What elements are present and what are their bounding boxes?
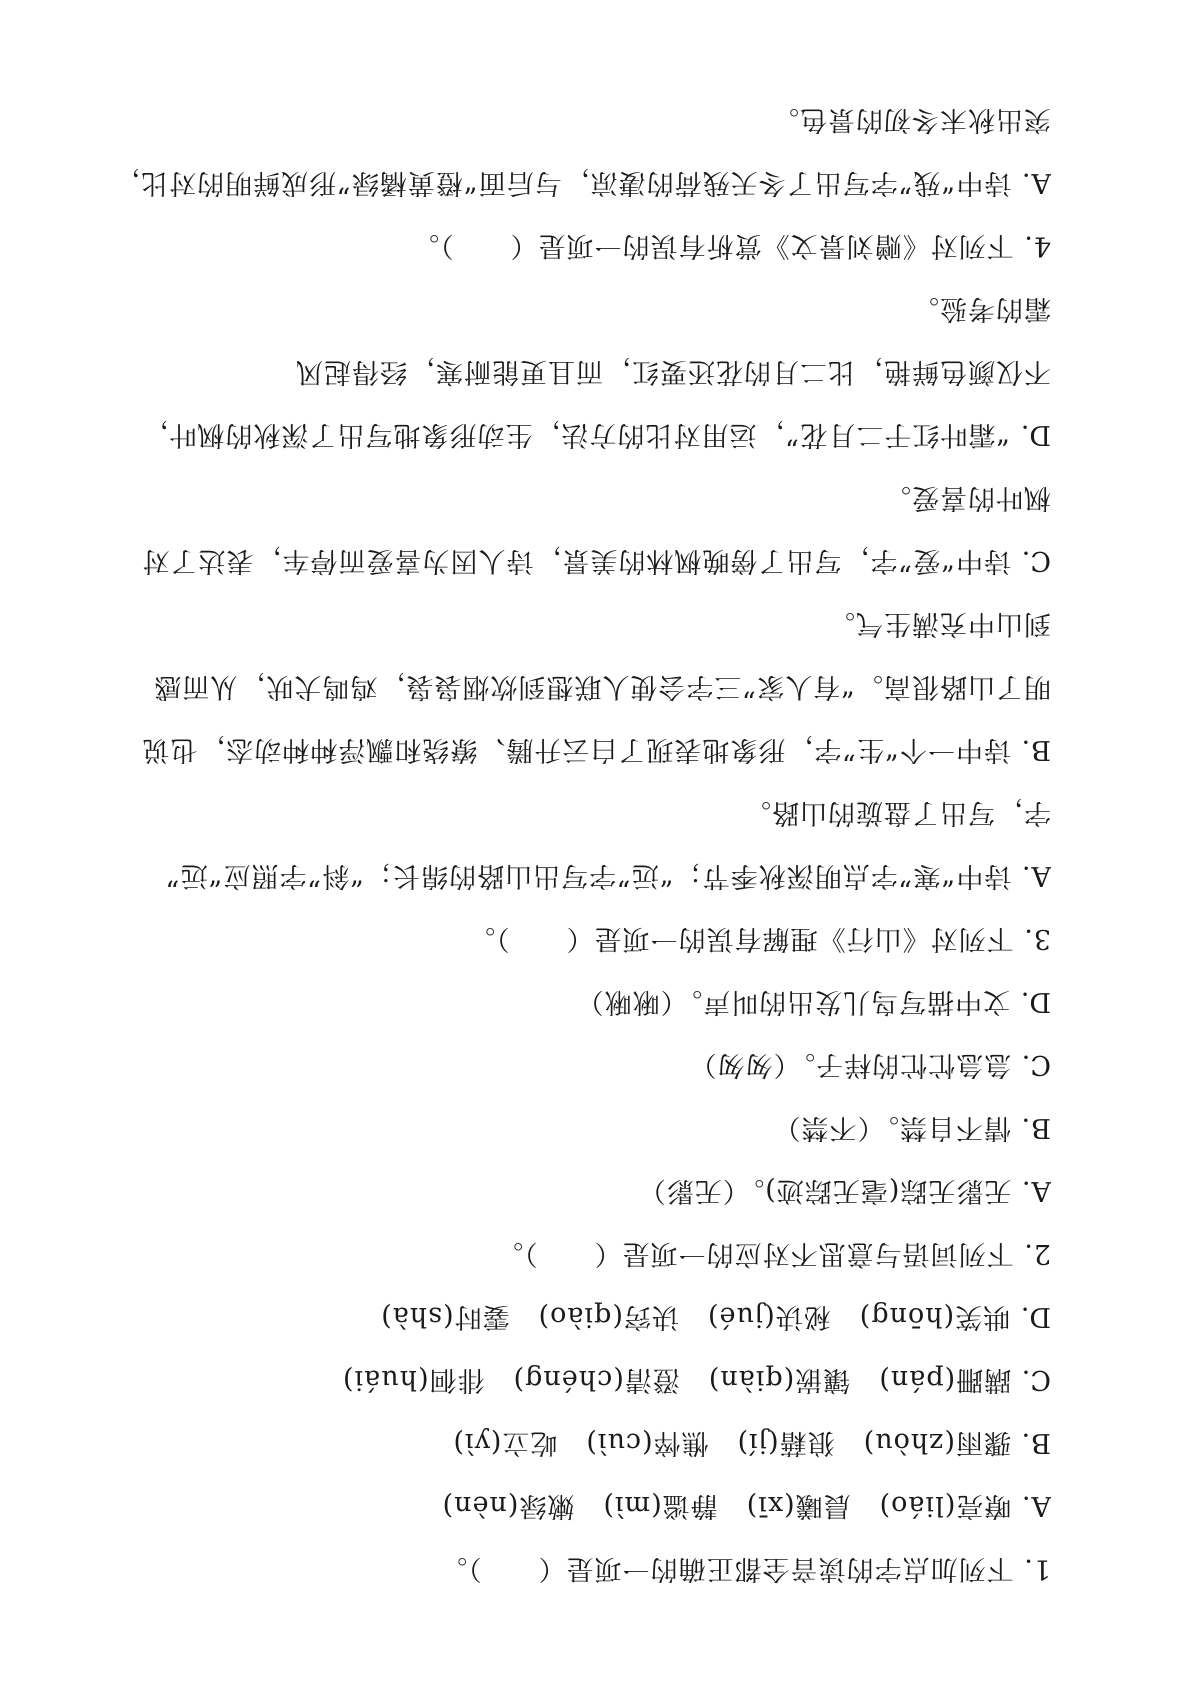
text-line: D. 哄笑(hōng) 秘诀(jué) 诀窍(qiào) 霎时(shà)	[380, 1301, 1051, 1332]
text-line: 3. 下列对《山行》理解有误的一项是（ ）。	[467, 923, 1051, 954]
text-line: B. 骤雨(zhòu) 狼藉(jí) 憔悴(cuì) 屹立(yì)	[452, 1427, 1051, 1458]
text-line: C. 诗中“爱”字，写出了傍晚枫林的美景，诗人因为喜爱而停车，表达了对	[141, 545, 1051, 576]
text-line: 不仅颜色鲜艳，比二月的花还要红，而且更能耐寒，经得起风	[295, 356, 1051, 387]
text-line: 2. 下列词语与意思不对应的一项是（ ）。	[495, 1238, 1051, 1269]
text-line: 字，写出了盘旋的山路。	[743, 797, 1051, 828]
text-line: D. “霜叶红于二月花”，运用对比的方法，生动形象地写出了深秋的枫叶，	[140, 419, 1051, 450]
text-line: 明了山路很高。“有人家”三字会使人联想到炊烟袅袅，鸡鸣犬吠，从而感	[153, 671, 1051, 702]
text-line: 到山中充满生气。	[827, 608, 1051, 639]
text-line: A. 嘹亮(liáo) 晨曦(xī) 静谧(mì) 嫩绿(nèn)	[441, 1490, 1051, 1521]
text-line: 1. 下列加点字的读音全都正确的一项是（ ）。	[439, 1553, 1051, 1584]
text-line: 枫叶的喜爱。	[883, 482, 1051, 513]
upside-down-text-block	[100, 60, 1091, 1600]
text-line: B. 情不自禁。（不禁）	[772, 1112, 1051, 1143]
text-line: 4. 下列对《赠刘景文》赏析有误的一项是（ ）。	[411, 230, 1051, 261]
text-line: D. 文中描写鸟儿发出的叫声。（啾啾）	[575, 986, 1051, 1017]
text-line: C. 蹒跚(pán) 镶嵌(qiàn) 澄清(chéng) 徘徊(huái)	[342, 1364, 1051, 1395]
text-line: C. 急急忙忙的样子。（匆匆）	[688, 1049, 1051, 1080]
text-line: A. 诗中“寒”字点明深秋季节；“远”字写出山路的绵长；“斜”字照应“远”	[164, 860, 1051, 891]
text-line: A. 诗中“残”字写出了冬天残荷的凄凉，与后面“橙黄橘绿”形成鲜明的对比，	[112, 167, 1051, 198]
text-line: 突出秋末冬初的景色。	[771, 104, 1051, 135]
text-line: 霜的考验。	[911, 293, 1051, 324]
text-line: A. 无影无踪(毫无踪迹)。（无影）	[637, 1175, 1051, 1206]
text-line: B. 诗中一个“生”字，形象地表现了白云升腾、缭绕和飘浮种种动态，也说	[141, 734, 1051, 765]
